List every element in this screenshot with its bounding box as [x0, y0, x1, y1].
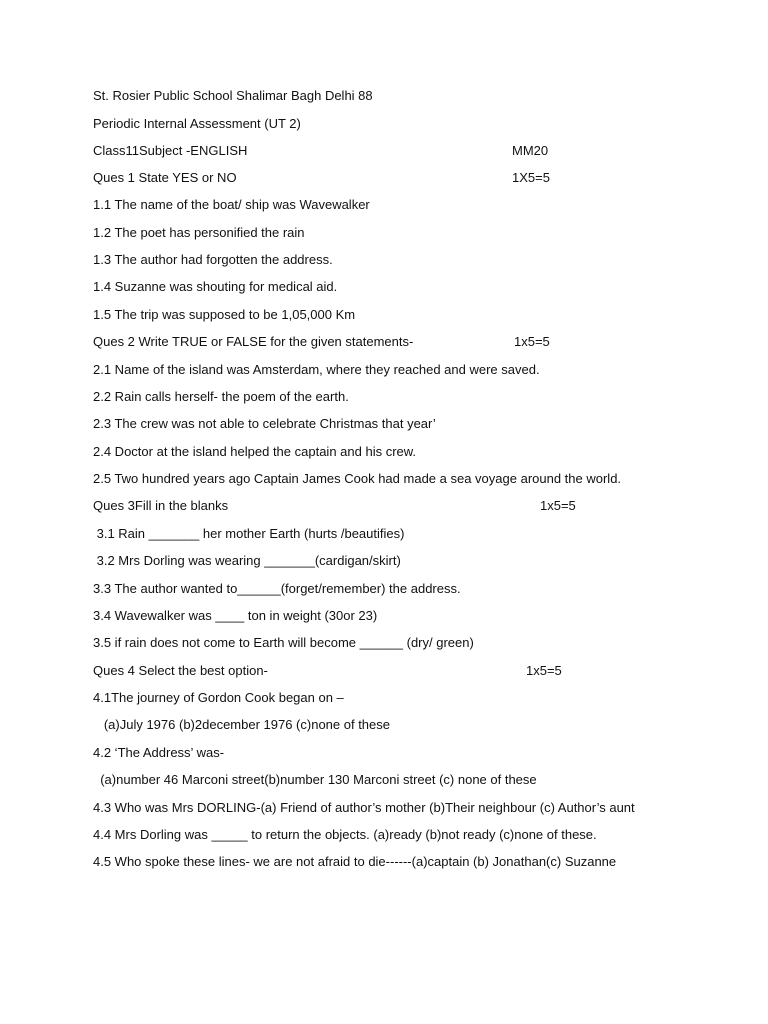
q3-item: 3.1 Rain _______ her mother Earth (hurts /beautifies): [93, 526, 405, 541]
q3-marks: 1x5=5: [540, 498, 576, 513]
school-name: St. Rosier Public School Shalimar Bagh Delhi 88: [93, 88, 373, 103]
q4-options: (a)number 46 Marconi street(b)number 130 Marconi street (c) none of these: [93, 772, 537, 787]
q2-item: 2.2 Rain calls herself- the poem of the earth.: [93, 389, 349, 404]
q4-marks: 1x5=5: [526, 663, 562, 678]
q1-item: 1.1 The name of the boat/ ship was Wavewalker: [93, 197, 370, 212]
q3-item: 3.3 The author wanted to______(forget/remember) the address.: [93, 581, 461, 596]
q3-item: 3.5 if rain does not come to Earth will become ______ (dry/ green): [93, 635, 474, 650]
q4-item: 4.3 Who was Mrs DORLING-(a) Friend of author’s mother (b)Their neighbour (c) Author’s aunt: [93, 800, 635, 815]
q4-item: 4.2 ‘The Address’ was-: [93, 745, 225, 760]
q2-item: 2.4 Doctor at the island helped the captain and his crew.: [93, 444, 417, 459]
q1-heading: Ques 1 State YES or NO: [93, 170, 237, 185]
q1-item: 1.5 The trip was supposed to be 1,05,000 Km: [93, 307, 356, 322]
q1-item: 1.2 The poet has personified the rain: [93, 225, 305, 240]
q3-item: 3.4 Wavewalker was ____ ton in weight (30or 23): [93, 608, 378, 623]
max-marks: MM20: [512, 143, 549, 158]
q4-options: (a)July 1976 (b)2december 1976 (c)none of these: [93, 717, 391, 732]
assessment-title: Periodic Internal Assessment (UT 2): [93, 116, 301, 131]
q4-item: 4.5 Who spoke these lines- we are not afraid to die------(a)captain (b) Jonathan(c) Suzanne: [93, 854, 617, 869]
q3-heading: Ques 3Fill in the blanks: [93, 498, 229, 513]
q1-item: 1.3 The author had forgotten the address.: [93, 252, 333, 267]
q4-item: 4.4 Mrs Dorling was _____ to return the objects. (a)ready (b)not ready (c)none of these.: [93, 827, 597, 842]
q1-marks: 1X5=5: [512, 170, 550, 185]
q2-item: 2.3 The crew was not able to celebrate Christmas that year’: [93, 416, 436, 431]
q4-heading: Ques 4 Select the best option-: [93, 663, 268, 678]
q4-item: 4.1The journey of Gordon Cook began on –: [93, 690, 344, 705]
q2-item: 2.1 Name of the island was Amsterdam, where they reached and were saved.: [93, 362, 540, 377]
q2-marks: 1x5=5: [514, 334, 550, 349]
q1-item: 1.4 Suzanne was shouting for medical aid.: [93, 279, 338, 294]
class-subject: Class11Subject -ENGLISH: [93, 143, 248, 158]
q2-heading: Ques 2 Write TRUE or FALSE for the given statements-: [93, 334, 414, 349]
q2-item: 2.5 Two hundred years ago Captain James Cook had made a sea voyage around the world.: [93, 471, 622, 486]
q3-item: 3.2 Mrs Dorling was wearing _______(cardigan/skirt): [93, 553, 401, 568]
